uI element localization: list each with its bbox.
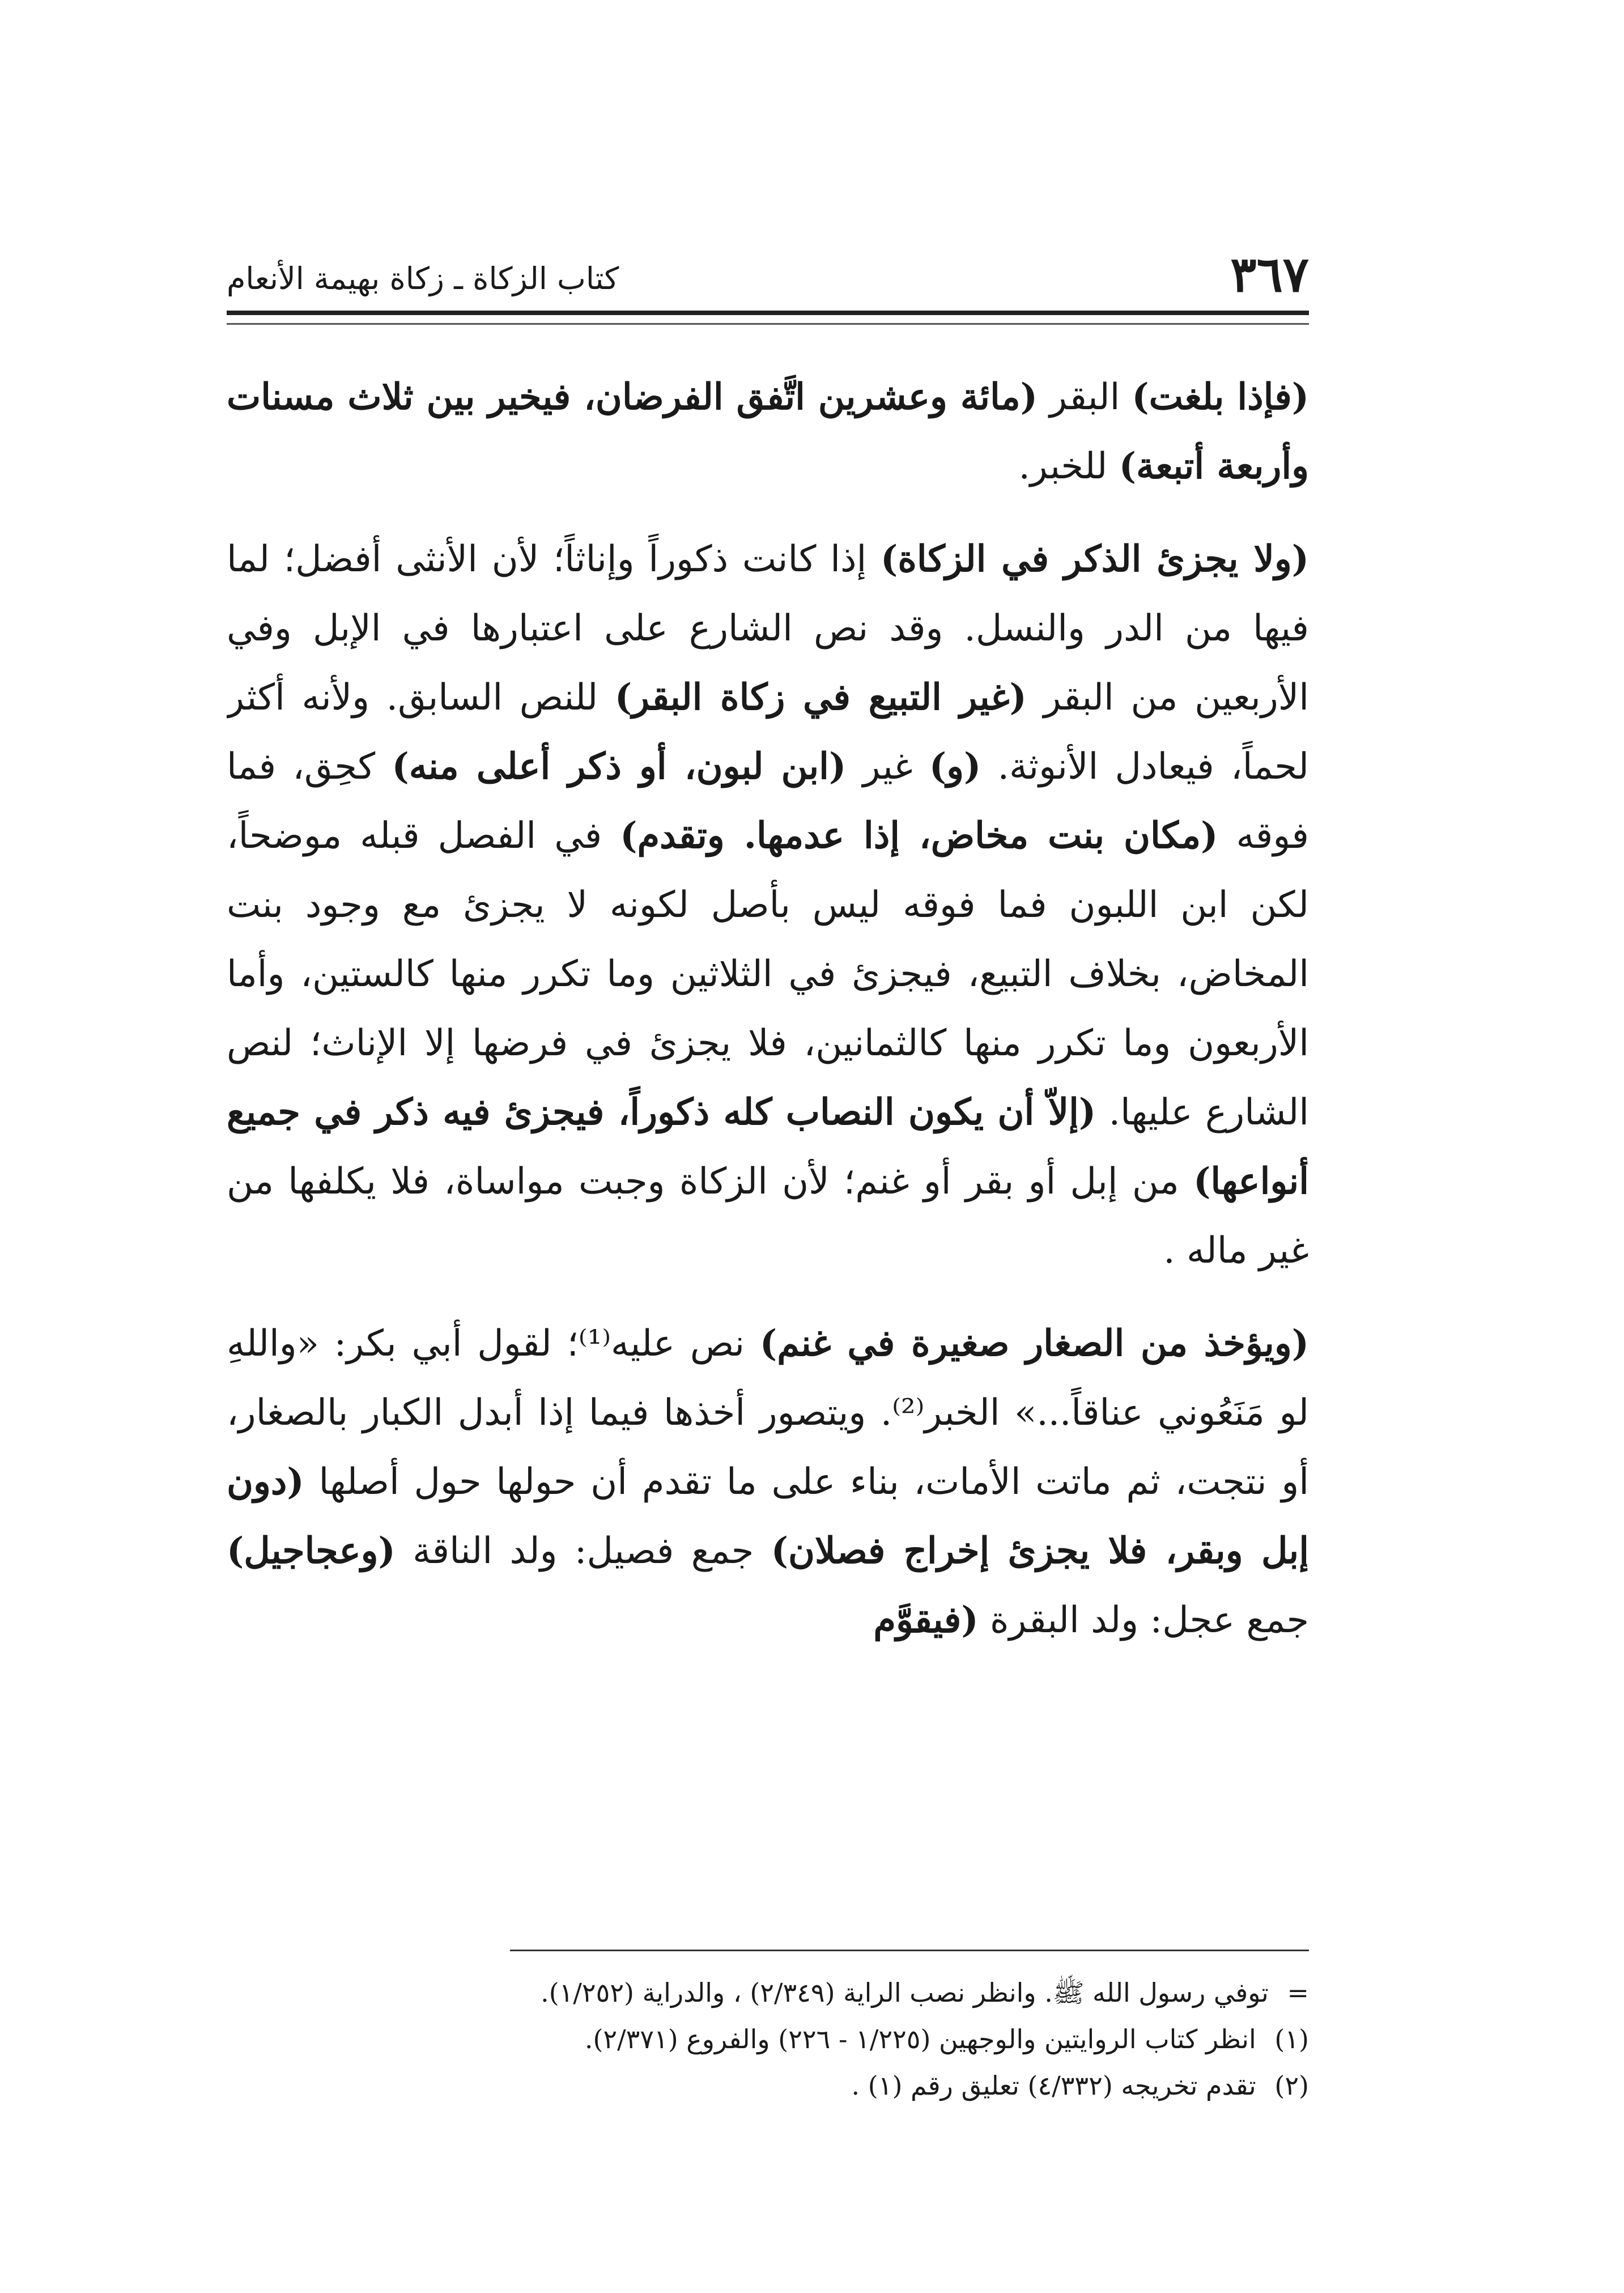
- main-text: [227, 363, 1309, 1938]
- paragraph: [227, 1309, 1309, 1655]
- sharh-text: البقر: [1038, 376, 1132, 418]
- running-title: كتاب الزكاة ـ زكاة بهيمة الأنعام: [227, 261, 619, 296]
- matn-text-bold: (فيقوَّم: [873, 1599, 979, 1641]
- matn-text-bold: (إلاّ أن يكون النصاب كله ذكوراً، فيجزئ فيه ذكر في جميع أنواعها): [227, 1091, 1309, 1203]
- footnote-text: توفي رسول الله ﷺ. وانظر نصب الراية (٢/٣٤٩) ، والدراية (١/٢٥٢).: [541, 1977, 1269, 2008]
- sharh-text: غير: [846, 746, 929, 788]
- matn-text-bold: (و): [929, 745, 981, 788]
- matn-text-bold: (غير التبيع في زكاة البقر): [614, 676, 1027, 719]
- matn-text-bold: (مائة وعشرين اتَّفق الفرضان، فيخير بين ثلاث مسنات وأربعة أتبعة): [227, 376, 1309, 487]
- paragraph: [227, 363, 1309, 501]
- footnote-mark: (٢): [1274, 2070, 1309, 2101]
- matn-text-bold: (وعجاجيل): [227, 1530, 396, 1572]
- sharh-text: جمع فصيل: ولد الناقة: [395, 1530, 771, 1572]
- matn-text-bold: (مكان بنت مخاض، إذا عدمها. وتقدم): [620, 814, 1218, 857]
- sharh-text: من إبل أو بقر أو غنم؛ لأن الزكاة وجبت مواساة، فلا يكلفها من غير ماله .: [227, 1161, 1309, 1272]
- footnote-continued: [227, 1969, 1309, 2016]
- page-header: [227, 244, 1309, 317]
- sharh-text: جمع عجل: ولد البقرة: [978, 1599, 1309, 1641]
- matn-text-bold: (دون إبل وبقر، فلا يجزئ إخراج فصلان): [227, 1460, 1309, 1572]
- matn-text-bold: (ويؤخذ من الصغار صغيرة في غنم): [759, 1322, 1309, 1365]
- header-rule-thin: [227, 323, 1309, 325]
- sharh-text: في الفصل قبله موضحاً، لكن ابن اللبون فما فوقه ليس بأصل لكونه لا يجزئ مع وجود بنت المخاض، بخلاف التبيع، فيجزئ في الثلاثين وما تكرر منها كالستين، وأما الأربعون وما تكرر منها كالثمانين، فلا يجزئ في فرضها إلا الإناث؛ لنص الشارع عليها.: [227, 815, 1309, 1133]
- page-number: ٣٦٧: [1230, 246, 1309, 303]
- footnote-mark: (١): [1274, 2024, 1309, 2054]
- footnote-2: [227, 2062, 1309, 2109]
- header-rule-thick: [227, 311, 1309, 315]
- footnote-mark: =: [1287, 1977, 1309, 2008]
- matn-text-bold: (فإذا بلغت): [1132, 376, 1309, 418]
- sharh-text: للنص السابق. ولأنه أكثر لحماً، فيعادل الأنوثة.: [227, 677, 1309, 788]
- matn-text-bold: (ولا يجزئ الذكر في الزكاة): [881, 538, 1309, 580]
- footnote-separator: [510, 1950, 1309, 1951]
- footnote-1: [227, 2016, 1309, 2062]
- footnotes: [227, 1969, 1309, 2109]
- footnote-text: انظر كتاب الروايتين والوجهين (١/٢٢٥ - ٢٢٦) والفروع (٢/٣٧١).: [584, 2024, 1256, 2054]
- sharh-text: للخبر.: [1018, 445, 1119, 487]
- sharh-text: نص عليه⁽¹⁾؛ لقول أبي بكر: «واللهِ لو مَنَعُوني عناقاً...» الخبر⁽²⁾. ويتصور أخذها فيما إذا أبدل الكبار بالصغار، أو نتجت، ثم ماتت الأمات، بناء على ما تقدم أن حولها حول أصلها: [227, 1323, 1309, 1503]
- matn-text-bold: (ابن لبون، أو ذكر أعلى منه): [392, 745, 847, 788]
- paragraph: [227, 525, 1309, 1285]
- sharh-text: كحِق، فما فوقه: [227, 746, 1309, 857]
- footnote-text: تقدم تخريجه (٤/٣٣٢) تعليق رقم (١) .: [851, 2070, 1256, 2101]
- sharh-text: إذا كانت ذكوراً وإناثاً؛ لأن الأنثى أفضل؛ لما فيها من الدر والنسل. وقد نص الشارع على اعتبارها في الإبل وفي الأربعين من البقر: [227, 538, 1309, 719]
